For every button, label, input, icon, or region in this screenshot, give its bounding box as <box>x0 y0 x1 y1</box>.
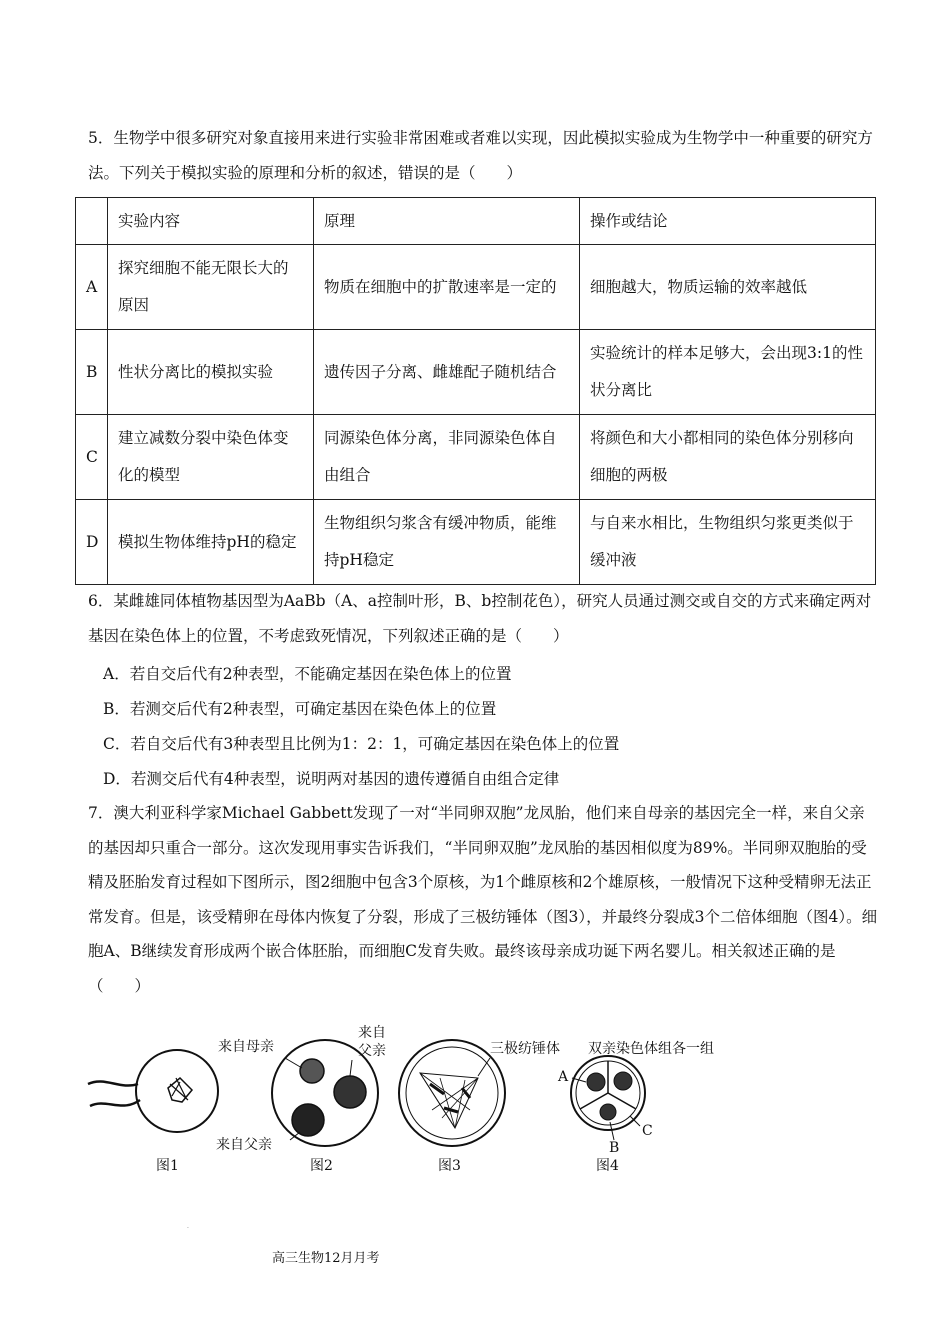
row-label: A <box>76 245 108 330</box>
label-cell-c: C <box>642 1123 653 1139</box>
table-cell: 遗传因子分离、雌雄配子随机结合 <box>314 330 580 415</box>
option-d: D．若测交后代有4种表型，说明两对基因的遗传遵循自由组合定律 <box>103 770 560 788</box>
label-cell-b: B <box>609 1140 620 1156</box>
label-parental-chromosome-sets: 双亲染色体组各一组 <box>588 1041 714 1057</box>
table-row <box>76 330 876 415</box>
table-header-cell: 实验内容 <box>108 198 314 245</box>
table-cell: 探究细胞不能无限长大的原因 <box>108 245 314 330</box>
figure-4-three-diploid-cells <box>571 1056 645 1140</box>
label-from-father-bottom: 来自父亲 <box>216 1137 272 1153</box>
label-from-father-top-line2: 父亲 <box>358 1043 386 1059</box>
table-header-cell: 操作或结论 <box>580 198 876 245</box>
table-row <box>76 245 876 330</box>
simulation-experiment-table <box>75 197 876 585</box>
table-cell: 将颜色和大小都相同的染色体分别移向细胞的两极 <box>580 415 876 500</box>
row-label: C <box>76 415 108 500</box>
table-cell: 生物组织匀浆含有缓冲物质，能维持pH稳定 <box>314 500 580 585</box>
caption-figure-1: 图1 <box>156 1158 179 1174</box>
table-cell: 建立减数分裂中染色体变化的模型 <box>108 415 314 500</box>
question-7-stem: 7．澳大利亚科学家Michael Gabbett发现了一对“半同卵双胞”龙凤胎，他们来自母亲的基因完全一样，来自父亲的基因却只重合一部分。这次发现用事实告诉我们，“半同卵双胞”龙凤胎的基因相似度为89%。半同卵双胞胎的受精及胚胎发育过程如下图所示，图2细胞中包含3个原核，为1个雌原核和2个雄原核，一般情况下这种受精卵无法正常发育。但是，该受精卵在母体内恢复了分裂，形成了三极纺锤体（图3），并最终分裂成3个二倍体细胞（图4）。细胞A、B继续发育形成两个嵌合体胚胎，而细胞C发育失败。最终该母亲成功诞下两名婴儿。相关叙述正确的是（ ） <box>88 804 878 995</box>
caption-figure-2: 图2 <box>310 1158 333 1174</box>
corner-mark: . <box>187 1223 189 1230</box>
table-row <box>76 415 876 500</box>
table-row <box>76 500 876 585</box>
option-c: C．若自交后代有3种表型且比例为1：2：1，可确定基因在染色体上的位置 <box>103 735 620 753</box>
table-header-cell <box>76 198 108 245</box>
label-cell-a: A <box>558 1069 569 1085</box>
caption-figure-4: 图4 <box>596 1158 619 1174</box>
caption-figure-3: 图3 <box>438 1158 461 1174</box>
table-cell: 性状分离比的模拟实验 <box>108 330 314 415</box>
option-a: A．若自交后代有2种表型，不能确定基因在染色体上的位置 <box>103 665 512 683</box>
question-6-stem: 6．某雌雄同体植物基因型为AaBb（A、a控制叶形，B、b控制花色），研究人员通过测交或自交的方式来确定两对基因在染色体上的位置，不考虑致死情况，下列叙述正确的是（ ） <box>88 592 872 645</box>
table-cell: 模拟生物体维持pH的稳定 <box>108 500 314 585</box>
page-footer: 高三生物12月月考 <box>272 1251 380 1266</box>
label-from-mother: 来自母亲 <box>218 1039 274 1055</box>
table-header-row <box>76 198 876 245</box>
question-5-stem: 5．生物学中很多研究对象直接用来进行实验非常困难或者难以实现，因此模拟实验成为生物学中一种重要的研究方法。下列关于模拟实验的原理和分析的叙述，错误的是（ ） <box>88 129 873 182</box>
row-label: B <box>76 330 108 415</box>
table-cell: 与自来水相比，生物组织匀浆更类似于缓冲液 <box>580 500 876 585</box>
table-cell: 同源染色体分离，非同源染色体自由组合 <box>314 415 580 500</box>
row-label: D <box>76 500 108 585</box>
label-tripolar-spindle: 三极纺锤体 <box>490 1041 560 1057</box>
fertilization-figure <box>80 1018 780 1183</box>
question-6-options <box>103 657 883 797</box>
table-cell: 物质在细胞中的扩散速率是一定的 <box>314 245 580 330</box>
label-from-father-top-line1: 来自 <box>358 1025 386 1041</box>
table-cell: 细胞越大，物质运输的效率越低 <box>580 245 876 330</box>
option-b: B．若测交后代有2种表型，可确定基因在染色体上的位置 <box>103 700 497 718</box>
table-cell: 实验统计的样本足够大，会出现3:1的性状分离比 <box>580 330 876 415</box>
figure-1-egg-cell <box>88 1050 218 1132</box>
table-header-cell: 原理 <box>314 198 580 245</box>
